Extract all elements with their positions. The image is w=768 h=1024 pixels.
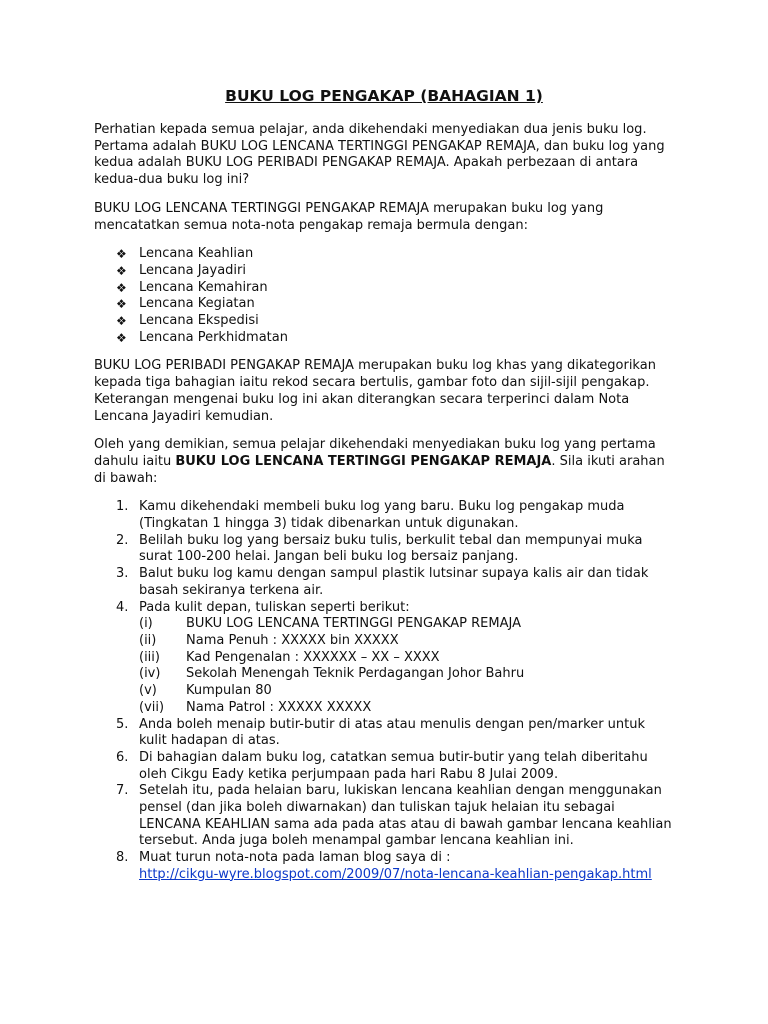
diamond-bullet-icon: ❖ [116,263,127,278]
roman-number: (vii) [139,699,165,715]
badge-label: Lencana Jayadiri [139,262,246,278]
cover-detail-text: Nama Penuh : XXXXX bin XXXXX [186,632,399,648]
document-title: BUKU LOG PENGAKAP (BAHAGIAN 1) [225,87,543,105]
step-item [94,750,674,783]
instruction-text: Oleh yang demikian, semua pelajar dikehendaki menyediakan buku log yang pertama dahulu iaitu [94,437,656,469]
list-item [139,650,674,667]
list-item [116,263,674,280]
instruction-paragraph [94,437,674,487]
diamond-bullet-icon: ❖ [116,314,127,329]
step-item [94,717,674,750]
step-item [94,783,674,850]
step-text: Setelah itu, pada helaian baru, lukiskan lencana keahlian dengan menggunakan pensel (dan jika boleh diwarnakan) dan tuliskan tajuk helaian itu sebagai LENCANA KEAHLIAN sama ada pada atas atau di bawah gambar lencana keahlian tersebut. Anda juga boleh menampal gambar lencana keahlian ini. [139,783,672,849]
step-number: 7. [116,783,129,799]
diamond-bullet-icon: ❖ [116,297,127,312]
diamond-bullet-icon: ❖ [116,330,127,345]
step-text: Belilah buku log yang bersaiz buku tulis, berkulit tebal dan mempunyai muka surat 100-200 helai. Jangan beli buku log bersaiz panjang. [139,532,643,565]
step-number: 2. [116,532,129,548]
step-text: Muat turun nota-nota pada laman blog saya di : [139,850,451,866]
list-item [116,330,674,347]
list-item [116,280,674,297]
step-number: 1. [116,499,129,515]
step-item [94,499,674,532]
document-page [94,86,674,884]
blog-link[interactable]: http://cikgu-wyre.blogspot.com/2009/07/nota-lencana-keahlian-pengakap.html [139,866,652,882]
step-number: 8. [116,850,129,866]
step-item [94,600,674,717]
cover-details-list [139,616,674,716]
roman-number: (i) [139,616,153,632]
list-item [116,296,674,313]
roman-number: (iii) [139,649,160,665]
list-item [139,700,674,717]
step-item [94,566,674,599]
roman-number: (v) [139,683,157,699]
roman-number: (iv) [139,666,161,682]
badge-label: Lencana Keahlian [139,246,254,262]
step-number: 4. [116,599,129,615]
step-item [94,850,674,883]
list-item [139,616,674,633]
list-item [116,246,674,263]
diamond-bullet-icon: ❖ [116,280,127,295]
step-number: 3. [116,566,129,582]
cover-detail-text: Nama Patrol : XXXXX XXXXX [186,699,372,715]
step-number: 6. [116,749,129,765]
list-item [139,666,674,683]
roman-number: (ii) [139,632,157,648]
step-item [94,533,674,566]
badge-label: Lencana Ekspedisi [139,313,259,329]
peribadi-paragraph: BUKU LOG PERIBADI PENGAKAP REMAJA merupakan buku log khas yang dikategorikan kepada tiga bahagian iaitu rekod secara bertulis, gambar foto dan sijil-sijil pengakap. Keterangan mengenai buku log ini akan diterangkan secara terperinci dalam Nota Lencana Jayadiri kemudian. [94,358,656,424]
step-text: Kamu dikehendaki membeli buku log yang baru. Buku log pengakap muda (Tingkatan 1 hingga 3) tidak dibenarkan untuk digunakan. [139,499,625,532]
cover-detail-text: BUKU LOG LENCANA TERTINGGI PENGAKAP REMAJA [186,616,521,632]
logbook-name-bold: BUKU LOG LENCANA TERTINGGI PENGAKAP REMAJA [175,453,552,469]
steps-list [94,499,674,883]
instruction-text-end: . Sila ikuti arahan di bawah: [94,453,665,486]
step-number: 5. [116,716,129,732]
badge-list [94,246,674,346]
intro-paragraph: Perhatian kepada semua pelajar, anda dikehendaki menyediakan dua jenis buku log. Pertama adalah BUKU LOG LENCANA TERTINGGI PENGAKAP REMAJA, dan buku log yang kedua adalah BUKU LOG PERIBADI PENGAKAP REMAJA. Apakah perbezaan di antara kedua-dua buku log ini? [94,122,665,188]
step-text: Di bahagian dalam buku log, catatkan semua butir-butir yang telah diberitahu oleh Cikgu Eady ketika perjumpaan pada hari Rabu 8 Julai 2009. [139,749,648,782]
badge-label: Lencana Kemahiran [139,279,268,295]
badge-label: Lencana Kegiatan [139,296,255,312]
cover-detail-text: Sekolah Menengah Teknik Perdagangan Johor Bahru [186,666,525,682]
step-text: Balut buku log kamu dengan sampul plastik lutsinar supaya kalis air dan tidak basah sekiranya terkena air. [139,566,649,598]
cover-detail-text: Kad Pengenalan : XXXXXX – XX – XXXX [186,649,440,665]
list-item [116,313,674,330]
lencana-paragraph: BUKU LOG LENCANA TERTINGGI PENGAKAP REMAJA merupakan buku log yang mencatatkan semua nota-nota pengakap remaja bermula dengan: [94,200,604,233]
badge-label: Lencana Perkhidmatan [139,329,288,345]
list-item [139,683,674,700]
diamond-bullet-icon: ❖ [116,247,127,262]
step-text: Pada kulit depan, tuliskan seperti berikut: [139,599,410,615]
step-text: Anda boleh menaip butir-butir di atas atau menulis dengan pen/marker untuk kulit hadapan di atas. [139,716,646,749]
list-item [139,633,674,650]
cover-detail-text: Kumpulan 80 [186,683,272,699]
